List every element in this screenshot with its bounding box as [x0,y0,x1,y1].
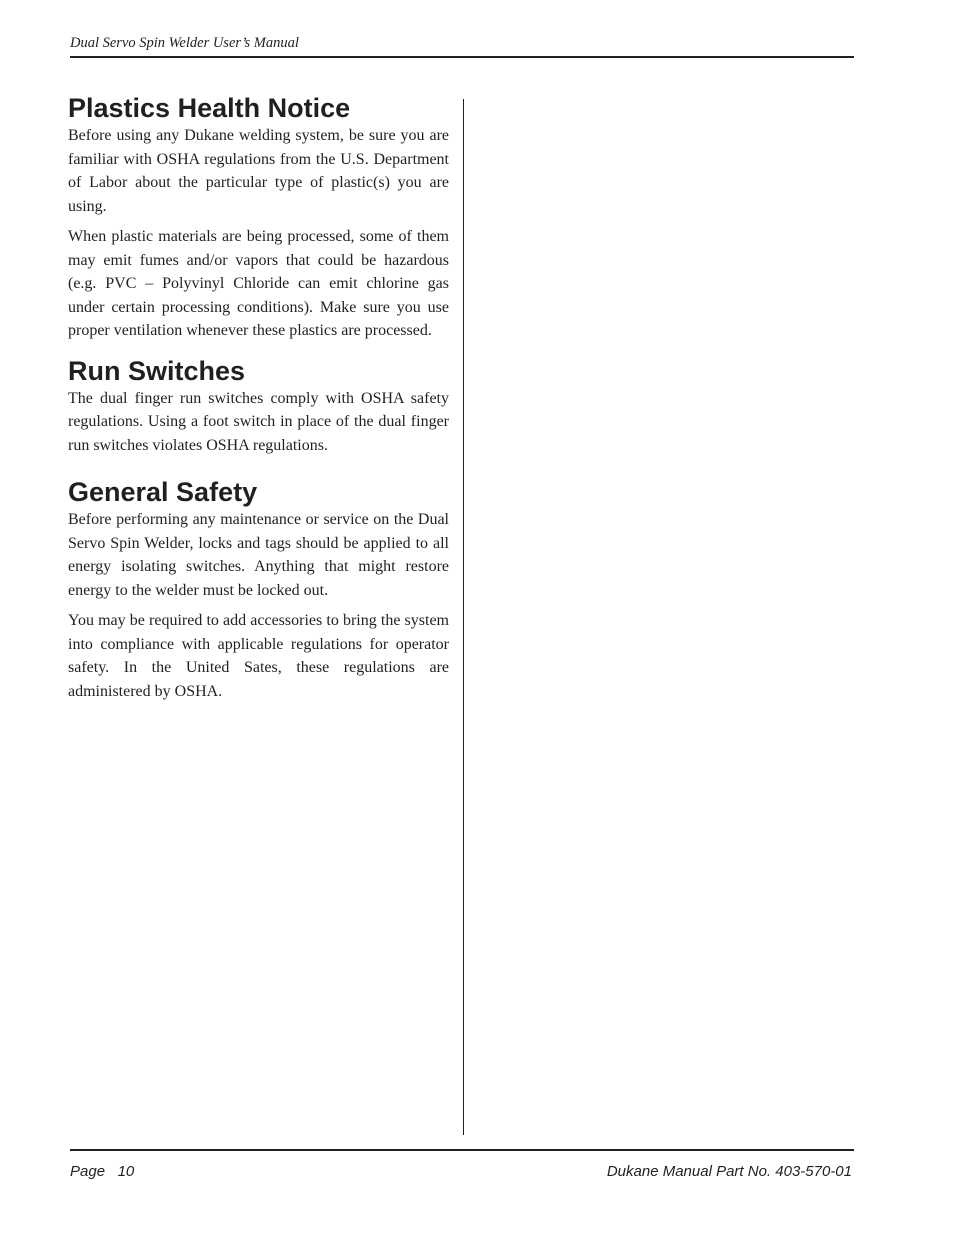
header-rule [70,56,854,58]
paragraph: Before performing any maintenance or service on the Dual Servo Spin Welder, locks and tags should be applied to all energy isolating switches. Anything that might restore energy to the welder must be locked out. [68,511,449,599]
manual-part-number: Dukane Manual Part No. 403-570-01 [606,1163,852,1180]
page-label: Page [70,1163,106,1180]
section-heading-plastics-health-notice: Plastics Health Notice [68,93,351,123]
general-safety-section [68,476,449,703]
running-header: Dual Servo Spin Welder User’s Manual [70,35,299,51]
left-column [68,92,449,703]
plastics-health-notice-section [68,92,449,343]
paragraph: The dual finger run switches comply with OSHA safety regulations. Using a foot switch in place of the dual finger run switches violates OSHA regulations. [68,389,449,454]
run-switches-section [68,355,449,458]
section-heading-run-switches: Run Switches [68,355,246,386]
column-divider [463,99,464,1135]
paragraph: You may be required to add accessories to bring the system into compliance with applicable regulations for operator safety. In the United Sates, these regulations are administered by OSHA. [68,612,449,700]
paragraph: Before using any Dukane welding system, be sure you are familiar with OSHA regulations from the U.S. Department of Labor about the particular type of plastic(s) you are using. [68,127,449,215]
section-heading-general-safety: General Safety [68,477,258,507]
paragraph: When plastic materials are being processed, some of them may emit fumes and/or vapors that could be hazardous (e.g. PVC – Polyvinyl Chloride can emit chlorine gas under certain processing conditions). Make sure you use proper ventilation whenever these plastics are processed. [68,228,449,339]
page-number [70,1163,134,1180]
footer-rule [70,1149,854,1151]
page-number-value: 10 [117,1163,135,1180]
